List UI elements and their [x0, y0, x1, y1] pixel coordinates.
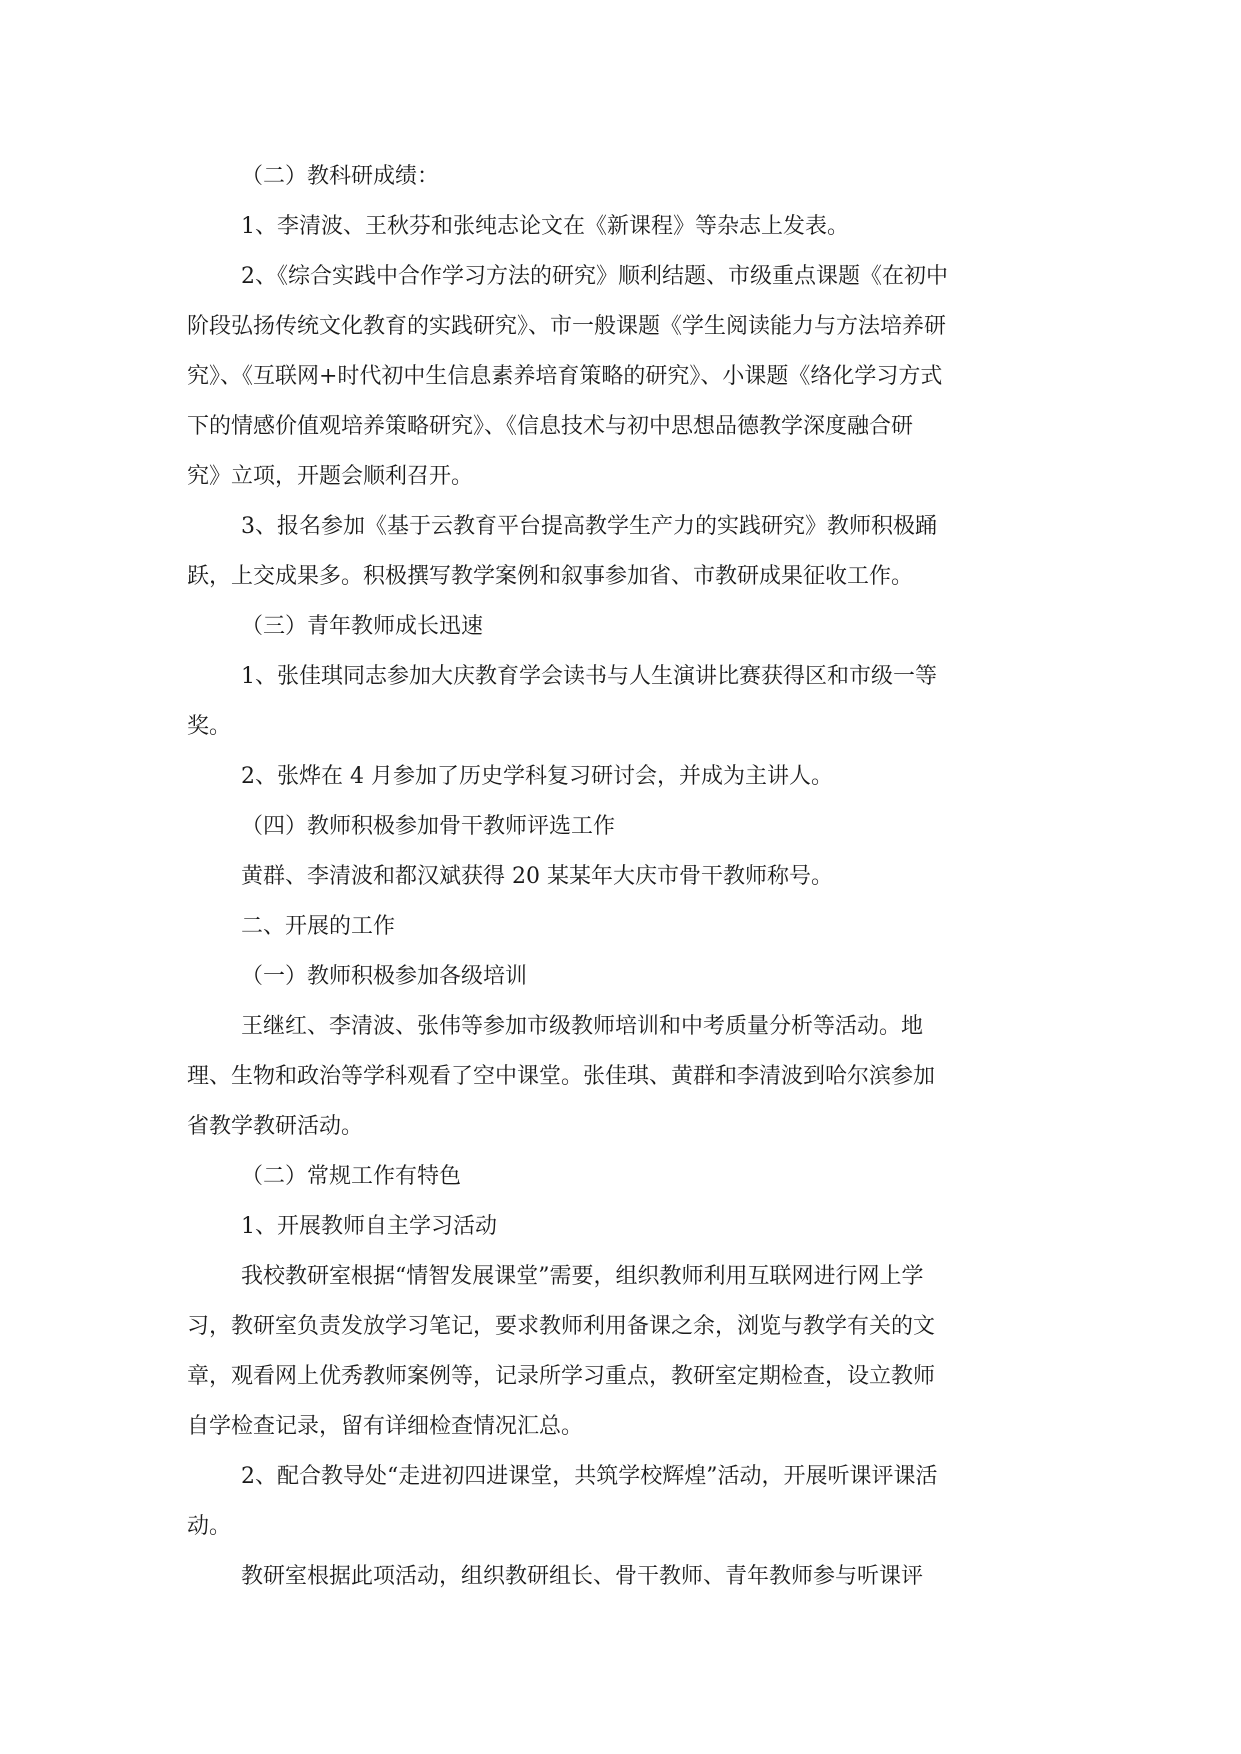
paragraph-line: 1、张佳琪同志参加大庆教育学会读书与人生演讲比赛获得区和市级一等 [241, 664, 937, 689]
paragraph-line: 1、开展教师自主学习活动 [241, 1214, 497, 1239]
section-heading: 二、开展的工作 [241, 914, 396, 939]
section-heading: （三）青年教师成长迅速 [241, 614, 484, 639]
paragraph-line: 1、李清波、王秋芬和张纯志论文在《新课程》等杂志上发表。 [241, 214, 849, 239]
section-heading: （一）教师积极参加各级培训 [241, 964, 528, 989]
paragraph-line: 究》、《互联网+时代初中生信息素养培育策略的研究》、小课题《络化学习方式 [187, 364, 943, 389]
paragraph-line: 王继红、李清波、张伟等参加市级教师培训和中考质量分析等活动。地 [241, 1014, 924, 1039]
paragraph-line: 习，教研室负责发放学习笔记，要求教师利用备课之余，浏览与教学有关的文 [187, 1314, 936, 1339]
paragraph-line: 章，观看网上优秀教师案例等，记录所学习重点，教研室定期检查，设立教师 [187, 1364, 936, 1389]
paragraph-line: 教研室根据此项活动，组织教研组长、骨干教师、青年教师参与听课评 [241, 1564, 924, 1589]
document-body [187, 152, 1067, 1602]
paragraph-line: 下的情感价值观培养策略研究》、《信息技术与初中思想品德教学深度融合研 [187, 414, 914, 439]
paragraph-line: 究》立项，开题会顺利召开。 [187, 464, 474, 489]
paragraph-line: 2、配合教导处“走进初四进课堂，共筑学校辉煌”活动，开展听课评课活 [241, 1464, 938, 1489]
paragraph-line: 3、报名参加《基于云教育平台提高教学生产力的实践研究》教师积极踊 [241, 514, 937, 539]
section-heading: （二）常规工作有特色 [241, 1164, 462, 1189]
paragraph-line: 黄群、李清波和都汉斌获得 20 某某年大庆市骨干教师称号。 [241, 864, 833, 889]
paragraph-line: 理、生物和政治等学科观看了空中课堂。张佳琪、黄群和李清波到哈尔滨参加 [187, 1064, 936, 1089]
paragraph-line: 奖。 [187, 714, 232, 739]
section-heading: （四）教师积极参加骨干教师评选工作 [241, 814, 616, 839]
paragraph-line: 跃，上交成果多。积极撰写教学案例和叙事参加省、市教研成果征收工作。 [187, 564, 914, 589]
paragraph-line: 省教学教研活动。 [187, 1114, 364, 1139]
paragraph-line: 动。 [187, 1514, 232, 1539]
paragraph-line: 自学检查记录，留有详细检查情况汇总。 [187, 1414, 584, 1439]
paragraph-line: 2、张烨在 4 月参加了历史学科复习研讨会，并成为主讲人。 [241, 764, 833, 789]
paragraph-line: 阶段弘扬传统文化教育的实践研究》、市一般课题《学生阅读能力与方法培养研 [187, 314, 947, 339]
paragraph-line: 2、《综合实践中合作学习方法的研究》顺利结题、市级重点课题《在初中 [241, 264, 948, 289]
section-heading: （二）教科研成绩： [241, 164, 440, 189]
paragraph-line: 我校教研室根据“情智发展课堂”需要，组织教师利用互联网进行网上学 [241, 1264, 924, 1289]
